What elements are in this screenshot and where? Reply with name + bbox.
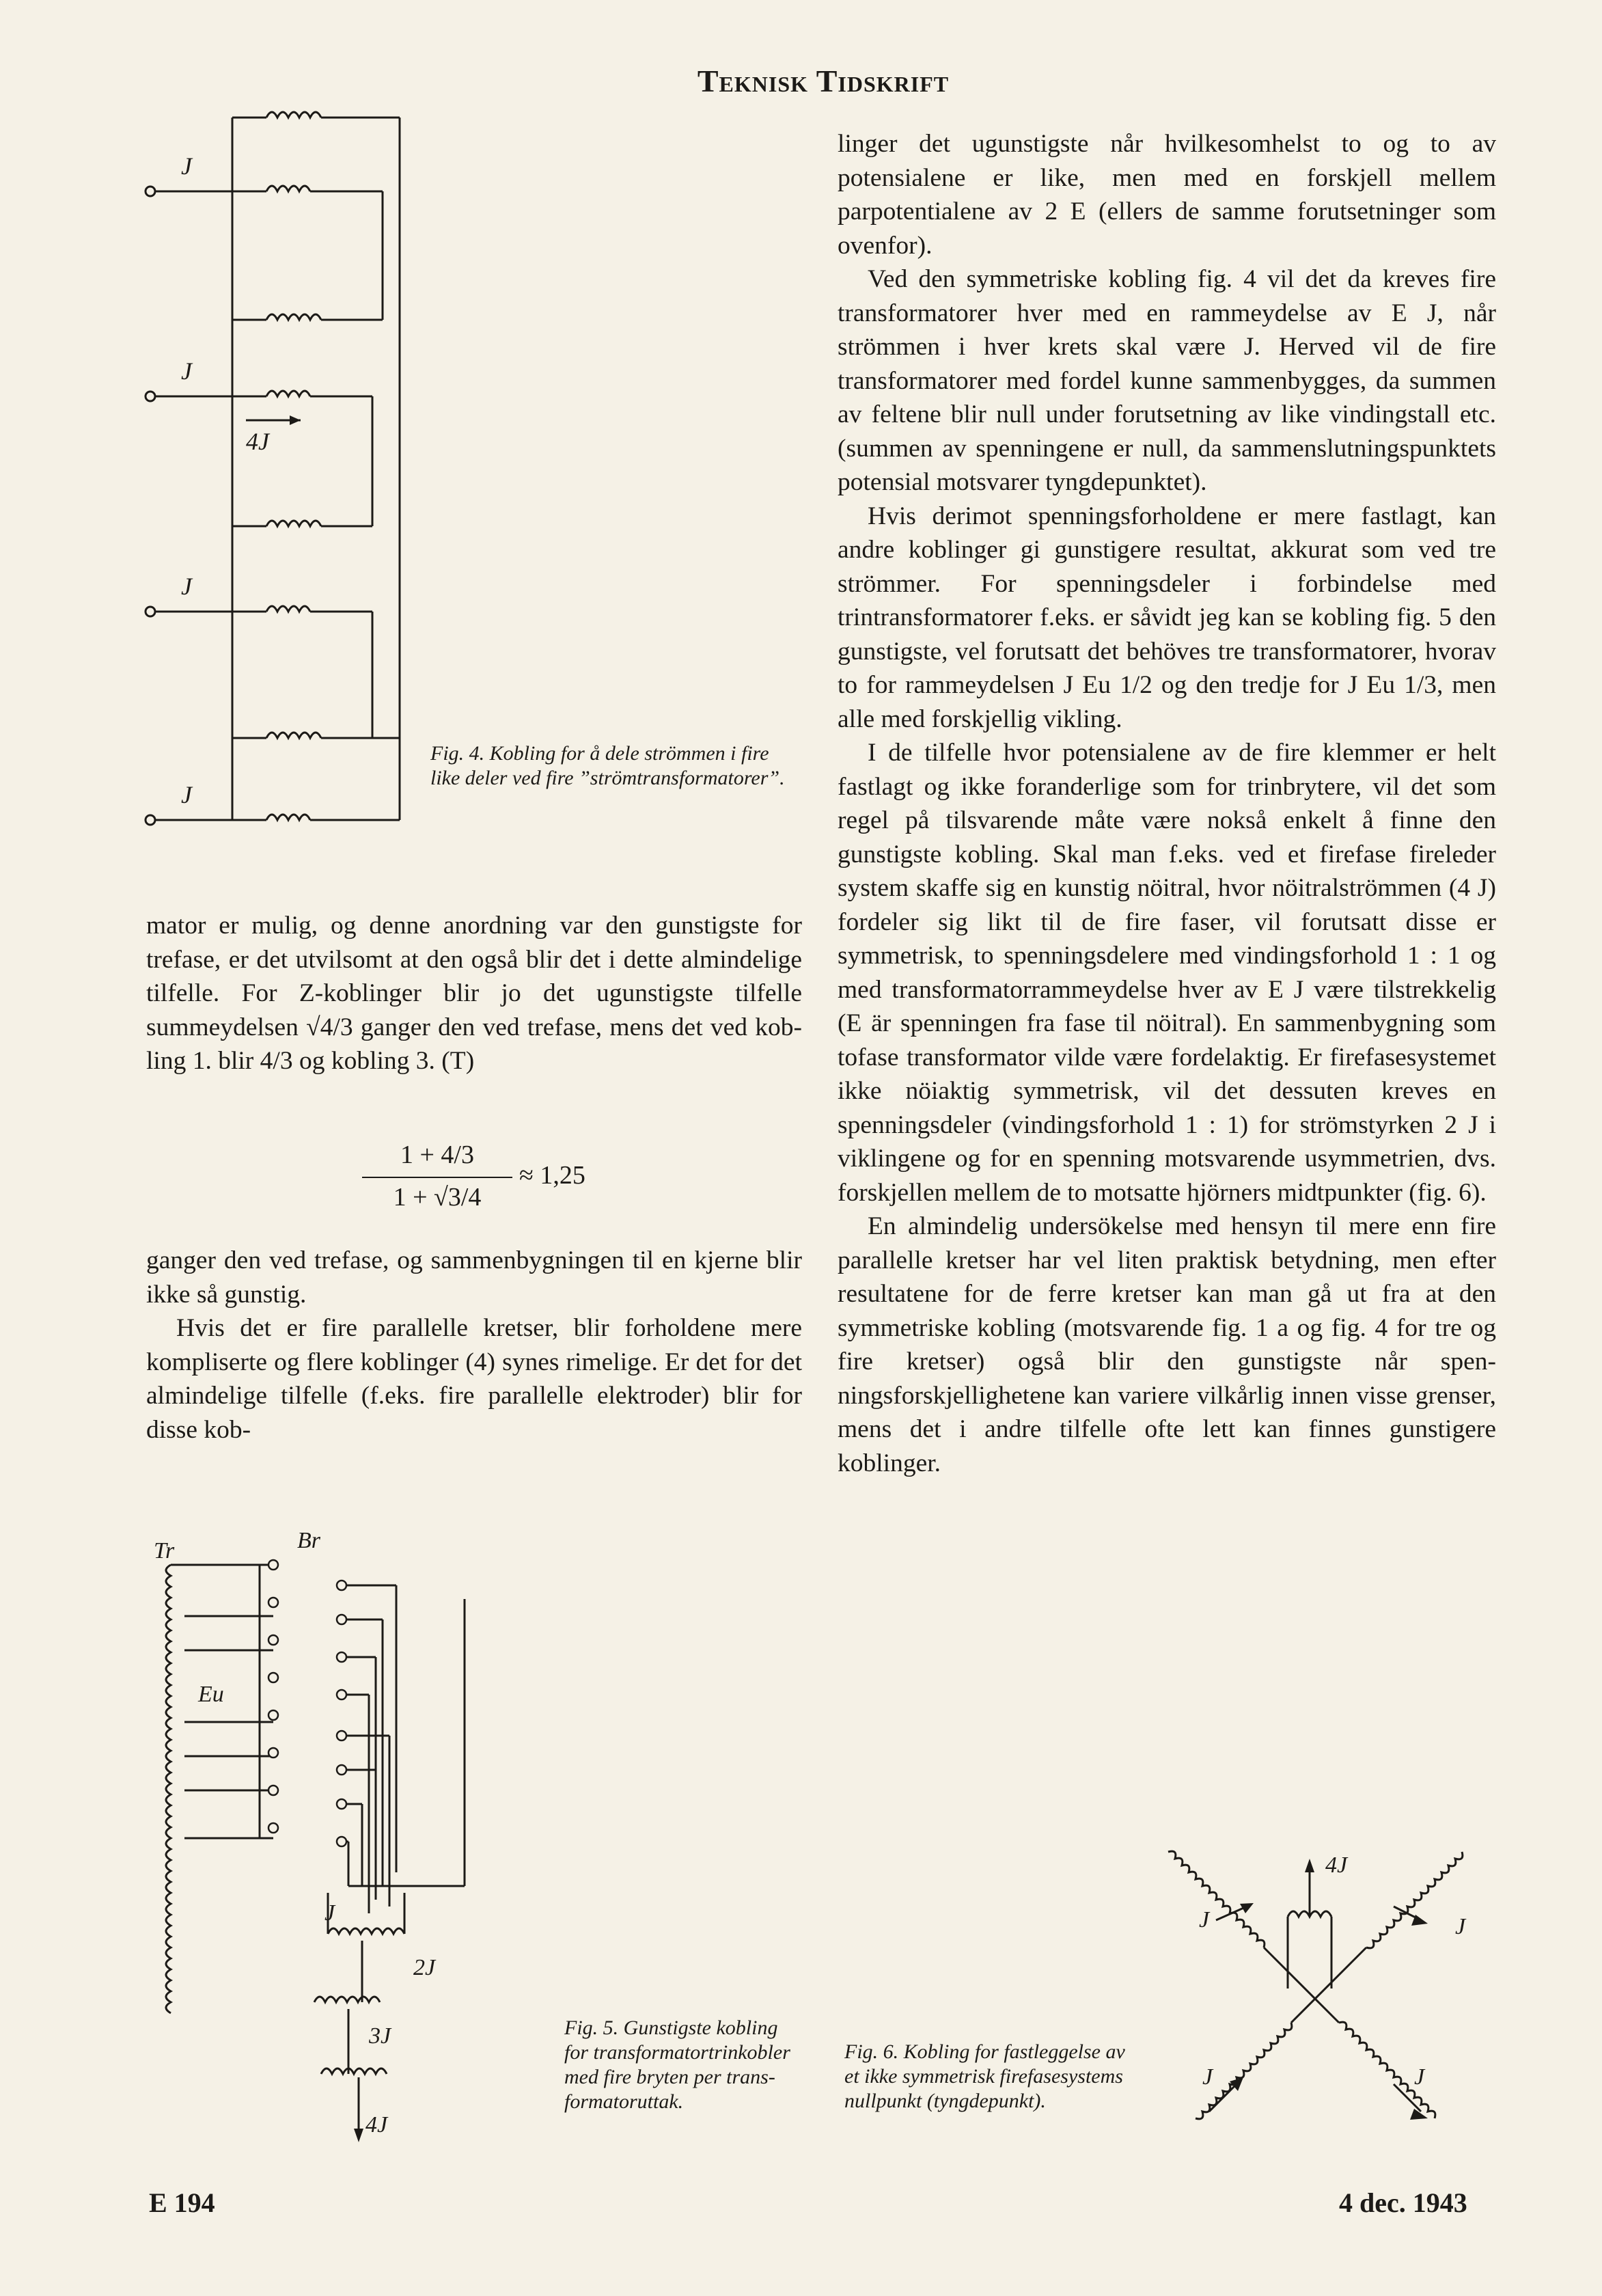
formula xyxy=(342,1140,629,1229)
fig4-label-j2: J xyxy=(181,357,192,385)
fig6-diagram xyxy=(1134,1831,1503,2139)
fig6-label-j2: J xyxy=(1455,1914,1466,1939)
right-paragraph-5: En almindelig undersökelse med hensyn til mere enn fire parallelle kretser har vel liten praktisk betydning, men efter resultatene for de ferre kretser kan man gå ut fra at den symmetriske kobling (motsvarende fig. 1 a og fig. 4 for tre og fire kretser) også blir den gunstigste når spenningsforskjellighetene kan variere vilkårlig innen visse grenser, mens det i andre tilfelle ofte lett kan finnes gunstigere koblinger. xyxy=(838,1212,1496,1477)
fig4-label-j1: J xyxy=(181,152,192,180)
fig4-label-4j: 4J xyxy=(246,428,269,455)
fig5-caption: Fig. 5. Gunstigste kobling for transformatortrinkobler med fire bryten per transformatoruttak. xyxy=(564,2017,790,2113)
right-paragraph-2: Ved den symmetriske kobling fig. 4 vil det da kreves fire transformatorer hver med en rammeydelse av E J, når strömmen i hver krets skal være J. Herved vil de fire transformatorer med fordel kunne sammenbygges, da summen av feltene blir null under forutsetning av like vindingstall etc. (summen av spenningene er null, da sammenslutningspunktets potensial motsvarer tyngdepunktet). xyxy=(838,265,1496,496)
fig5-label-2j: 2J xyxy=(413,1955,436,1980)
fig5-label-j: J xyxy=(324,1900,335,1926)
page-number: E 194 xyxy=(149,2187,215,2218)
fig6-label-4j: 4J xyxy=(1325,1853,1348,1878)
left-column-top xyxy=(146,909,802,1078)
left-paragraph-3: Hvis det er fire parallelle kretser, blir forholdene mere kompliserte og flere koblinger (4) synes rimelige. Er det for det almindelige tilfelle (f.eks. fire parallelle elektroder) blir for disse kob- xyxy=(146,1314,802,1444)
formula-rule xyxy=(362,1177,512,1178)
formula-denominator: 1 + √3/4 xyxy=(393,1183,482,1212)
right-paragraph-1: linger det ugunstigste når hvilkesomhelst to og to av potensialene er like, men med en forskjell mellem parpotentialene av 2 E (ellers de samme forutsetninger som ovenfor). xyxy=(838,130,1496,260)
fig6-label-j4: J xyxy=(1414,2064,1425,2090)
left-column-bottom xyxy=(146,1244,802,1447)
formula-numerator: 1 + 4/3 xyxy=(400,1140,474,1169)
right-column xyxy=(838,127,1496,1480)
right-paragraph-4: I de tilfelle hvor potensialene av de fire klemmer er helt fastlagt og ikke foranderlige som for trinbrytere, vil det som regel på tilsvarende måte være nokså enkelt å finne den gunstigste kobling. Skal man f.eks. ved et firefase fireleder system skaffe sig en kunstig nöitral, hvor nöitralströmmen (4 J) fordeler sig likt til de fire faser, vil forutsatt disse er symmetrisk, to spenningsdelere med vindingsforhold 1 : 1 og med transformatorrammeydelse hver av E J være tilstrekkelig (E är spenningen fra fase til nöitral). En sammenbygning som tofase transformator vilde være fordelaktig. Er firefasesystemet ikke nöiaktig symmetrisk, vil det dessuten kreves en spenningsdeler (vindingsforhold 1 : 1) for strömstyrken 2 J i viklingene og for en spenning motsvarende usymmetrien, dvs. forskjellen mellem de to motsatte hjörners midtpunkter (fig. 6). xyxy=(838,739,1496,1207)
fig4-diagram xyxy=(137,102,424,827)
fig5-label-br: Br xyxy=(297,1531,320,1553)
fig5-label-eu: Eu xyxy=(198,1682,224,1707)
left-paragraph-2: ganger den ved trefase, og sammenbygningen til en kjerne blir ikke så gunstig. xyxy=(146,1246,802,1309)
right-paragraph-3: Hvis derimot spenningsforholdene er mere fastlagt, kan andre koblinger gi gunstigere resultat, akkurat som ved tre strömmer. For spenningsdeler i forbindelse med trintransformatorer f.eks. er såvidt jeg kan se kobling fig. 5 den gunstigste, vel forutsatt det behöves tre transformatorer, hvorav to for rammeydelsen J Eu 1/2 og den tredje for J Eu 1/3, men alle med forskjellig vikling. xyxy=(838,502,1496,733)
fig4-label-j4: J xyxy=(181,781,192,808)
left-paragraph-1: mator er mulig, og denne anordning var den gunstigste for trefase, er det utvilsomt at den også blir det i dette almindelige tilfelle. For Z-koblinger blir jo det ugunstigste tilfelle summeydelsen √4/3 ganger den ved trefase, mens det ved kobling 1. blir 4/3 og kobling 3. (T) xyxy=(146,912,802,1075)
fig5-label-tr: Tr xyxy=(154,1538,175,1563)
fig4-caption: Fig. 4. Kobling for å dele strömmen i fire like deler ved fire ”strömtransformatorer”. xyxy=(430,742,785,789)
formula-result: ≈ 1,25 xyxy=(519,1161,585,1190)
fig5-label-3j: 3J xyxy=(369,2023,391,2049)
fig6-label-j3: J xyxy=(1202,2064,1213,2090)
fig5-diagram xyxy=(143,1531,553,2146)
fig5-label-4j: 4J xyxy=(365,2112,388,2137)
fig4-label-j3: J xyxy=(181,573,192,600)
fig6-caption: Fig. 6. Kobling for fastleggelse av et ikke symmetrisk firefasesystems nullpunkt (tyngdepunkt). xyxy=(844,2040,1125,2112)
issue-date: 4 dec. 1943 xyxy=(1339,2187,1467,2218)
fig6-label-j1: J xyxy=(1199,1907,1210,1932)
journal-header: Teknisk Tidskrift xyxy=(697,64,950,98)
